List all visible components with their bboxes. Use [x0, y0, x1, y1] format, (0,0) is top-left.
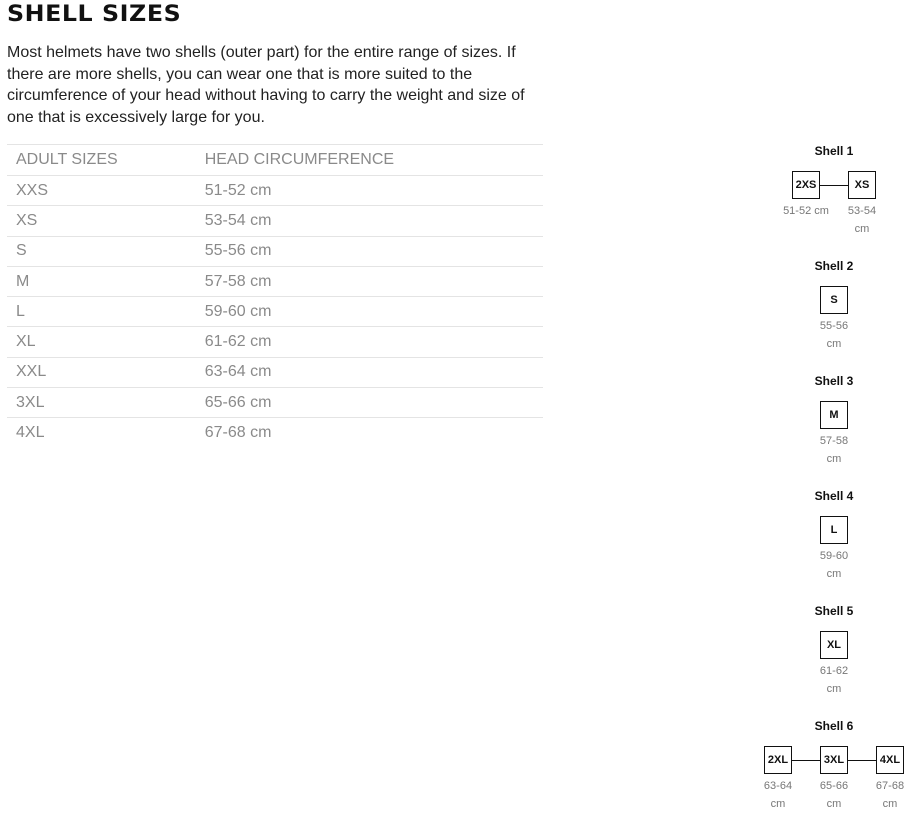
circumference-cell: 61-62 cm — [205, 327, 543, 357]
size-cell: L — [7, 297, 205, 327]
size-box: XS — [848, 171, 876, 199]
circumference-cell: 65-66 cm — [205, 388, 543, 418]
circumference-cell: 51-52 cm — [205, 176, 543, 206]
size-box: 2XS — [792, 171, 820, 199]
size-range-value: 65-66 — [819, 780, 849, 792]
shell-title: Shell 4 — [814, 489, 854, 503]
shell-connector — [792, 760, 820, 761]
circumference-cell: 55-56 cm — [205, 236, 543, 266]
size-range — [751, 777, 805, 813]
size-range-value: 63-64 — [763, 780, 793, 792]
size-box: M — [820, 401, 848, 429]
table-row — [7, 266, 543, 296]
size-cell: 4XL — [7, 418, 205, 448]
page-title: SHELL SIZES — [7, 2, 182, 27]
column-header-adult-sizes: ADULT SIZES — [7, 145, 205, 176]
size-range — [807, 777, 861, 813]
table-row — [7, 418, 543, 448]
size-range-unit: cm — [826, 453, 842, 465]
size-range-value: 51-52 cm — [783, 205, 829, 217]
size-box: L — [820, 516, 848, 544]
shell-title: Shell 2 — [814, 259, 854, 273]
size-range-value: 53-54 — [847, 205, 877, 217]
size-box: S — [820, 286, 848, 314]
circumference-cell: 53-54 cm — [205, 206, 543, 236]
shell-title: Shell 5 — [814, 604, 854, 618]
size-cell: XXS — [7, 176, 205, 206]
size-range-value: 57-58 — [819, 435, 849, 447]
size-box: 4XL — [876, 746, 904, 774]
size-range-unit: cm — [826, 338, 842, 350]
size-cell: XL — [7, 327, 205, 357]
table-row — [7, 388, 543, 418]
circumference-cell: 63-64 cm — [205, 357, 543, 387]
table-row — [7, 236, 543, 266]
table-row — [7, 327, 543, 357]
shell-title: Shell 3 — [814, 374, 854, 388]
size-range — [807, 547, 861, 583]
intro-paragraph: Most helmets have two shells (outer part) for the entire range of sizes. If there are more shells, you can wear one that is more suited to the circumference of your head without having to carry the weight and size of one that is excessively large for you. — [7, 44, 525, 126]
table-header-row — [7, 145, 543, 176]
circumference-cell: 67-68 cm — [205, 418, 543, 448]
size-range-unit: cm — [854, 223, 870, 235]
size-range-value: 61-62 — [819, 665, 849, 677]
circumference-cell: 57-58 cm — [205, 266, 543, 296]
size-cell: XXL — [7, 357, 205, 387]
size-range-value: 67-68 — [875, 780, 905, 792]
shell-title: Shell 1 — [814, 144, 854, 158]
size-range-value: 55-56 — [819, 320, 849, 332]
column-header-head-circumference: HEAD CIRCUMFERENCE — [205, 145, 543, 176]
size-box: XL — [820, 631, 848, 659]
size-box: 3XL — [820, 746, 848, 774]
size-range-value: 59-60 — [819, 550, 849, 562]
size-box: 2XL — [764, 746, 792, 774]
table-row — [7, 297, 543, 327]
size-cell: XS — [7, 206, 205, 236]
size-range-unit: cm — [826, 798, 842, 810]
size-range-unit: cm — [826, 683, 842, 695]
size-cell: S — [7, 236, 205, 266]
size-range — [774, 202, 838, 220]
shell-title: Shell 6 — [814, 719, 854, 733]
shell-connector — [848, 760, 876, 761]
circumference-cell: 59-60 cm — [205, 297, 543, 327]
table-row — [7, 357, 543, 387]
size-range — [863, 777, 917, 813]
size-range — [807, 317, 861, 353]
size-range-unit: cm — [770, 798, 786, 810]
shell-connector — [820, 185, 848, 186]
size-range — [807, 432, 861, 468]
size-range-unit: cm — [882, 798, 898, 810]
size-range — [807, 662, 861, 698]
size-cell: 3XL — [7, 388, 205, 418]
size-cell: M — [7, 266, 205, 296]
size-range-unit: cm — [826, 568, 842, 580]
table-row — [7, 206, 543, 236]
size-table — [7, 144, 543, 448]
size-range — [835, 202, 889, 238]
table-row — [7, 176, 543, 206]
